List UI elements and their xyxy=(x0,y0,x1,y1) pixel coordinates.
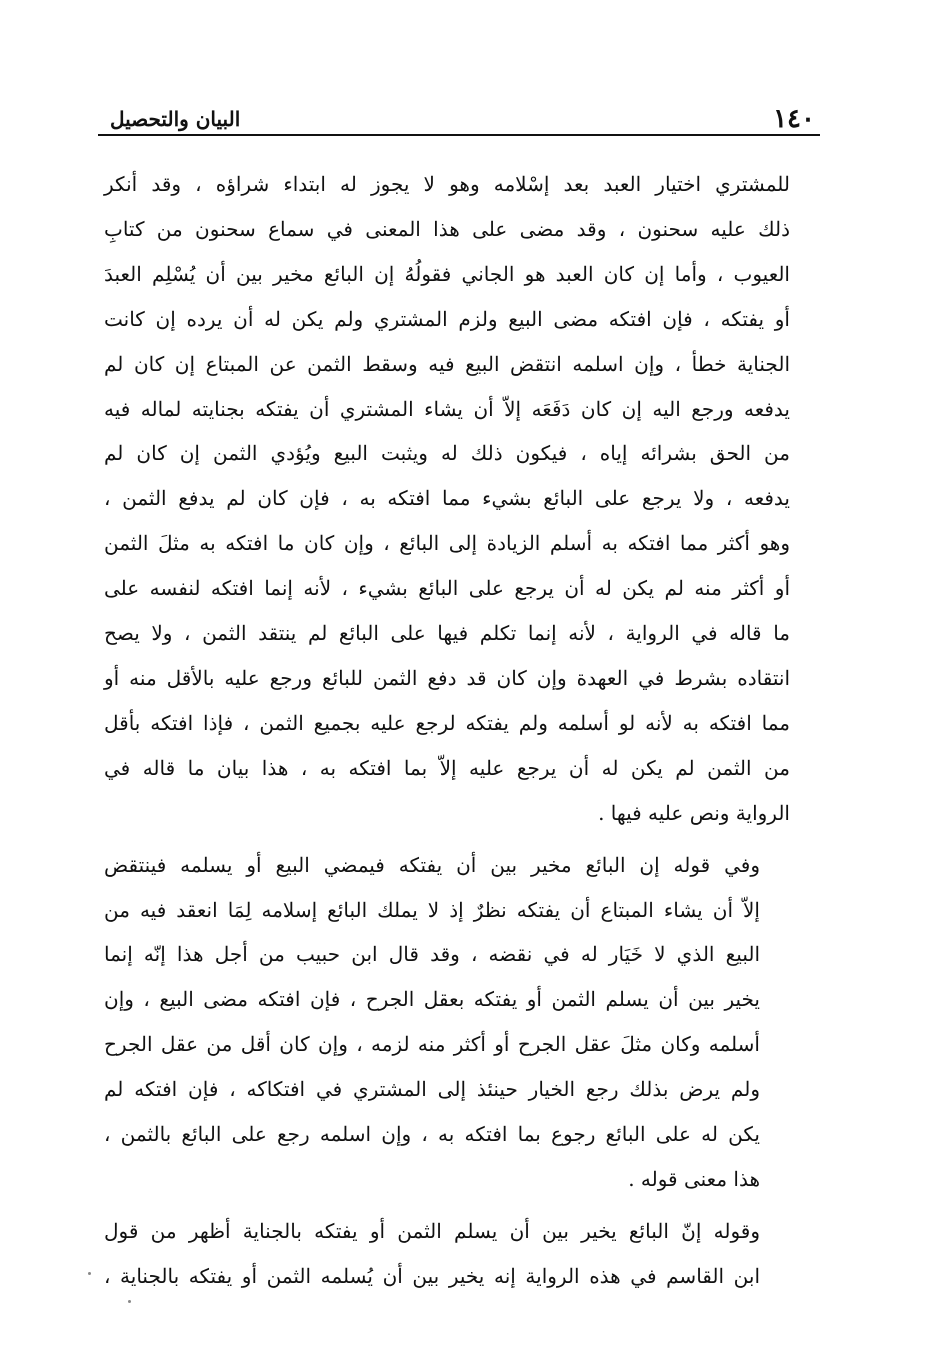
paragraph-1 xyxy=(104,162,790,836)
text-line: يدفعه ، ولا يرجع على البائع بشيء مما افتكه به ، فإن كان لم يدفع الثمن ، xyxy=(104,486,790,511)
text-line: وقوله إنّ البائع يخير بين أن يسلم الثمن أو يفتكه بالجناية أظهر من قول xyxy=(104,1218,760,1243)
scan-speck xyxy=(128,1300,131,1303)
text-line: ولم يرض بذلك رجع الخيار حينئذ إلى المشتري في افتكاكه ، فإن افتكه لم xyxy=(104,1077,760,1102)
text-line: وهو أكثر مما افتكه به أسلم الزيادة إلى البائع ، وإن كان ما افتكه به مثلَ الثمن xyxy=(104,531,790,556)
text-line: من الثمن لم يكن له أن يرجع عليه إلاّ بما افتكه به ، هذا بيان ما قاله في xyxy=(104,755,790,780)
text-line: أسلمه وكان مثلَ عقل الجرح أو أكثر منه لزمه ، وإن كان أقل من عقل الجرح xyxy=(104,1032,760,1057)
text-line: إلاّ أن يشاء المبتاع أن يفتكه نظرٌ إذ لا يملك البائع إسلامه لِمَا انعقد فيه من xyxy=(104,897,760,922)
header-rule xyxy=(98,134,820,136)
text-line: يخير بين أن يسلم الثمن أو يفتكه بعقل الجرح ، فإن افتكه مضى البيع ، وإن xyxy=(104,987,760,1012)
paragraph-3 xyxy=(104,1209,790,1299)
text-line: يدفعه ورجع اليه إن كان دَفَعَه إلاّ أن يشاء المشتري أن يفتكه بجنايته لماله فيه xyxy=(104,396,790,421)
scan-speck xyxy=(88,1272,91,1275)
main-text xyxy=(104,162,790,1306)
paragraph-2 xyxy=(104,843,790,1202)
running-title: البيان والتحصيل xyxy=(110,107,241,131)
text-line: مما افتكه به لأنه لو أسلمه ولم يفتكه لرجع عليه بجميع الثمن ، فإذا افتكه بأقل xyxy=(104,710,790,735)
text-line: هذا معنى قوله . xyxy=(628,1166,760,1191)
text-line: البيع الذي لا خَيَار له في نقضه ، وقد قال ابن حبيب من أجل هذا إنّه إنما xyxy=(104,942,760,967)
text-line: العيوب ، وأما إن كان العبد هو الجاني فقولُهُ إن البائع مخير بين أن يُسْلِم العبدَ xyxy=(104,261,790,286)
text-line: الرواية ونص عليه فيها . xyxy=(598,800,790,825)
text-line: من الحق بشرائه إياه ، فيكون ذلك له ويثبت البيع ويُؤدي الثمن إن كان لم xyxy=(104,441,790,466)
page-number: ١٤٠ xyxy=(773,104,815,134)
text-line: ذلك عليه سحنون ، وقد مضى على هذا المعنى في سماع سحنون من كتابِ xyxy=(104,216,790,241)
text-line: أو يفتكه ، فإن افتكه مضى البيع ولزم المشتري ولم يكن له أن يرده إن كانت xyxy=(104,306,790,331)
text-line: ما قاله في الرواية ، لأنه إنما تكلم فيها على البائع لم ينتقد الثمن ، ولا يصح xyxy=(104,621,790,646)
text-line: أو أكثر منه لم يكن له أن يرجع على البائع بشيء ، لأنه إنما افتكه لنفسه على xyxy=(104,576,790,601)
page-header xyxy=(110,96,815,134)
text-line: يكن له على البائع رجوع بما افتكه به ، وإن اسلمه رجع على البائع بالثمن ، xyxy=(104,1122,761,1147)
text-line: انتقاده بشرط في العهدة وإن كان قد دفع الثمن للبائع ورجع عليه بالأقل منه أو xyxy=(104,665,790,690)
text-line: وفي قوله إن البائع مخير بين أن يفتكه فيمضي البيع أو يسلمه فينتقض xyxy=(104,852,760,877)
text-line: الجناية خطأ ، وإن اسلمه انتقض البيع فيه وسقط الثمن عن المبتاع إن كان لم xyxy=(104,351,790,376)
text-line: للمشتري اختيار العبد بعد إسْلامه وهو لا يجوز له ابتداء شراؤه ، وقد أنكر xyxy=(104,172,790,196)
text-line: ابن القاسم في هذه الرواية إنه يخير بين أن يُسلمه الثمن أو يفتكه بالجناية ، xyxy=(104,1263,760,1288)
